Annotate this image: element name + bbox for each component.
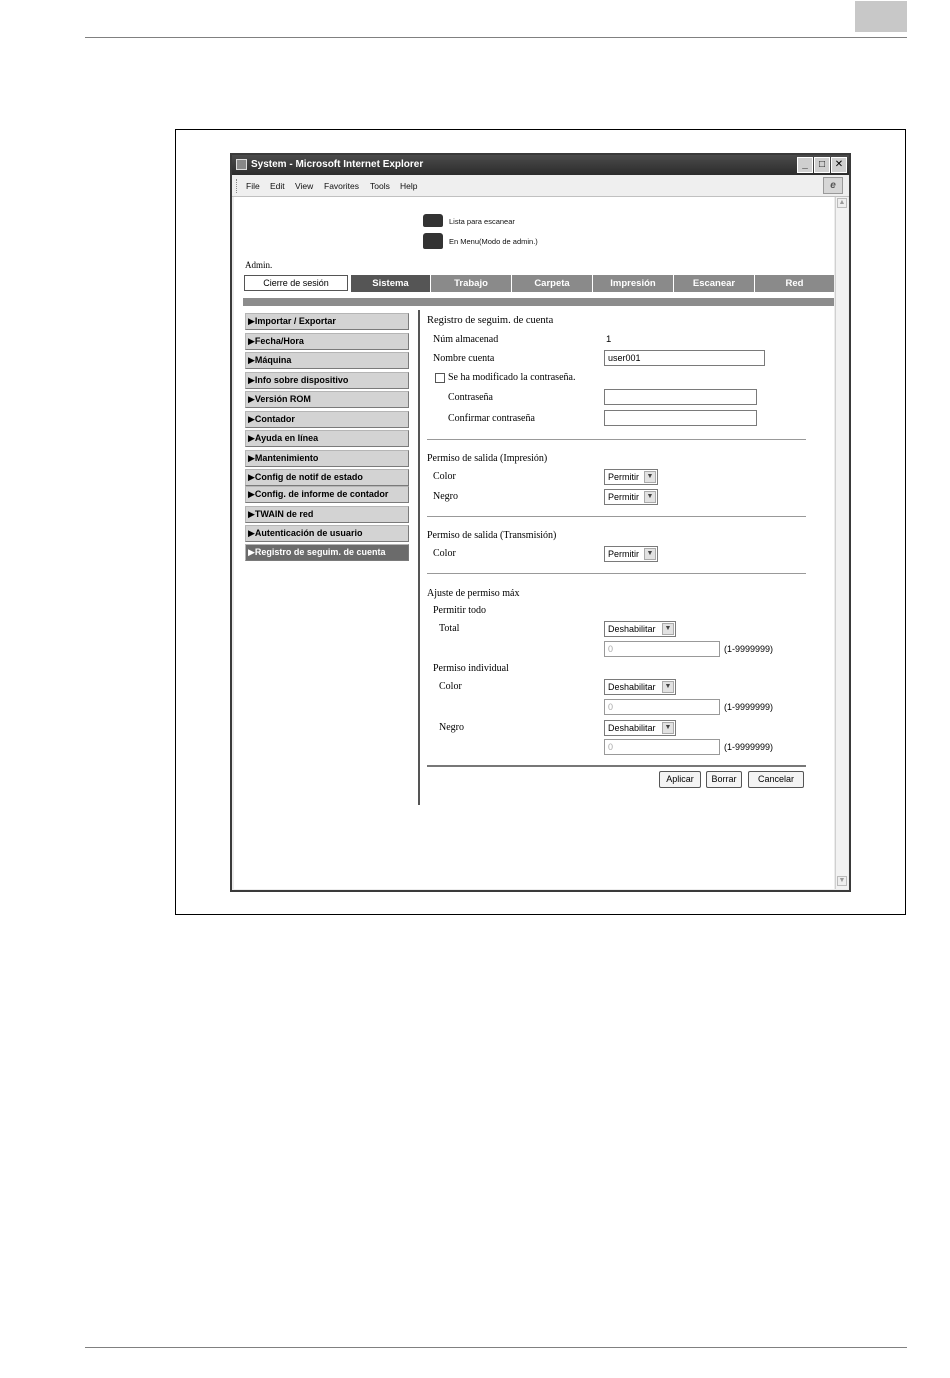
clear-button[interactable]: Borrar: [706, 771, 742, 788]
individual-negro-select-value: Deshabilitar: [608, 723, 656, 733]
color-range-hint: (1-9999999): [724, 702, 774, 712]
chevron-down-icon: ▼: [662, 681, 674, 693]
total-select-value: Deshabilitar: [608, 624, 656, 634]
cancel-button[interactable]: Cancelar: [748, 771, 804, 788]
vertical-scrollbar[interactable]: [835, 197, 848, 889]
scanner-icon: [423, 214, 443, 227]
sidebar-item-mantenimiento[interactable]: ▶Mantenimiento: [245, 450, 409, 467]
transmission-color-select[interactable]: [604, 546, 658, 562]
chevron-down-icon: ▼: [662, 722, 674, 734]
sidebar-item-fecha-hora[interactable]: ▶Fecha/Hora: [245, 333, 409, 350]
individual-negro-limit-input[interactable]: [604, 739, 720, 755]
nav-underline-bar: [243, 298, 834, 306]
sidebar-item-autenticacion-usuario[interactable]: ▶Autenticación de usuario: [245, 525, 409, 542]
admin-label: Admin.: [245, 260, 273, 270]
title-bar: [232, 155, 849, 175]
chevron-down-icon: ▼: [644, 491, 656, 503]
page-content: [234, 197, 834, 889]
admin-mode-link[interactable]: En Menu(Modo de admin.): [449, 237, 538, 246]
num-almacenad-label: Núm almacenad: [433, 334, 499, 345]
page-header-rule: [85, 37, 907, 38]
num-almacenad-value: 1: [606, 334, 612, 345]
tab-escanear[interactable]: Escanear: [673, 275, 754, 292]
individual-negro-label: Negro: [439, 722, 464, 733]
allow-all-label: Permitir todo: [433, 605, 487, 616]
password-changed-checkbox[interactable]: [435, 373, 445, 383]
contrasena-input[interactable]: [604, 389, 757, 405]
tab-carpeta[interactable]: Carpeta: [511, 275, 592, 292]
sidebar-item-version-rom[interactable]: ▶Versión ROM: [245, 391, 409, 408]
individual-negro-select[interactable]: [604, 720, 676, 736]
menu-bar: [232, 175, 849, 197]
print-color-value: Permitir: [608, 472, 639, 482]
sidebar-item-ayuda-en-linea[interactable]: ▶Ayuda en línea: [245, 430, 409, 447]
transmission-permission-title: Permiso de salida (Transmisión): [427, 530, 557, 541]
nombre-cuenta-input[interactable]: [604, 350, 765, 366]
section-divider: [427, 516, 806, 517]
ie-page-icon: [236, 159, 247, 170]
transmission-color-value: Permitir: [608, 549, 639, 559]
close-button[interactable]: ✕: [831, 157, 847, 173]
menu-help[interactable]: Help: [400, 181, 418, 191]
windows-logo-icon: e: [823, 177, 843, 194]
menu-edit[interactable]: Edit: [270, 181, 285, 191]
printer-icon: [423, 233, 443, 249]
minimize-button[interactable]: _: [797, 157, 813, 173]
apply-button[interactable]: Aplicar: [659, 771, 701, 788]
nombre-cuenta-label: Nombre cuenta: [433, 353, 495, 364]
negro-range-hint: (1-9999999): [724, 742, 774, 752]
password-changed-label: Se ha modificado la contraseña.: [448, 372, 576, 383]
menu-tools[interactable]: Tools: [370, 181, 390, 191]
sidebar-item-maquina[interactable]: ▶Máquina: [245, 352, 409, 369]
max-permission-title: Ajuste de permiso máx: [427, 588, 520, 599]
print-negro-select[interactable]: [604, 489, 658, 505]
individual-color-select[interactable]: [604, 679, 676, 695]
maximize-button[interactable]: □: [814, 157, 830, 173]
sidebar-item-notif-estado[interactable]: ▶Config de notif de estado: [245, 469, 409, 486]
total-select[interactable]: [604, 621, 676, 637]
chevron-down-icon: ▼: [662, 623, 674, 635]
total-range-hint: (1-9999999): [724, 644, 774, 654]
sidebar-item-informe-contador[interactable]: ▶Config. de informe de contador: [245, 486, 409, 503]
print-permission-title: Permiso de salida (Impresión): [427, 453, 548, 464]
confirmar-contrasena-label: Confirmar contraseña: [448, 413, 535, 424]
print-negro-value: Permitir: [608, 492, 639, 502]
scroll-down-icon[interactable]: ▼: [838, 877, 846, 884]
logout-button[interactable]: Cierre de sesión: [244, 275, 348, 291]
window-title: System - Microsoft Internet Explorer: [251, 159, 424, 170]
total-limit-input[interactable]: [604, 641, 720, 657]
sidebar-divider: [418, 310, 420, 805]
sidebar-item-twain-de-red[interactable]: ▶TWAIN de red: [245, 506, 409, 523]
page-number-box: [855, 1, 907, 32]
form-bottom-divider: [427, 765, 806, 767]
section-title: Registro de seguim. de cuenta: [427, 315, 554, 326]
print-color-label: Color: [433, 471, 456, 482]
tab-sistema[interactable]: Sistema: [350, 275, 430, 292]
tab-red[interactable]: Red: [754, 275, 834, 292]
section-divider: [427, 573, 806, 574]
page-footer-rule: [85, 1347, 907, 1348]
scan-list-link[interactable]: Lista para escanear: [449, 217, 515, 226]
print-color-select[interactable]: [604, 469, 658, 485]
browser-window: [230, 153, 851, 892]
individual-color-limit-input[interactable]: [604, 699, 720, 715]
scroll-up-icon[interactable]: ▲: [838, 199, 846, 206]
tab-trabajo[interactable]: Trabajo: [430, 275, 511, 292]
sidebar-item-info-dispositivo[interactable]: ▶Info sobre dispositivo: [245, 372, 409, 389]
sidebar-item-importar-exportar[interactable]: ▶Importar / Exportar: [245, 313, 409, 330]
chevron-down-icon: ▼: [644, 471, 656, 483]
menu-file[interactable]: File: [246, 181, 260, 191]
section-divider: [427, 439, 806, 440]
print-negro-label: Negro: [433, 491, 458, 502]
toolbar-grip-icon: [236, 179, 238, 193]
individual-color-label: Color: [439, 681, 462, 692]
tab-impresion[interactable]: Impresión: [592, 275, 673, 292]
chevron-down-icon: ▼: [644, 548, 656, 560]
menu-favorites[interactable]: Favorites: [324, 181, 359, 191]
individual-permission-label: Permiso individual: [433, 663, 509, 674]
menu-view[interactable]: View: [295, 181, 314, 191]
individual-color-select-value: Deshabilitar: [608, 682, 656, 692]
transmission-color-label: Color: [433, 548, 456, 559]
contrasena-label: Contraseña: [448, 392, 493, 403]
confirmar-contrasena-input[interactable]: [604, 410, 757, 426]
sidebar-item-registro-seguim-cuenta[interactable]: ▶Registro de seguim. de cuenta: [245, 544, 409, 561]
sidebar-item-contador[interactable]: ▶Contador: [245, 411, 409, 428]
total-label: Total: [439, 623, 460, 634]
